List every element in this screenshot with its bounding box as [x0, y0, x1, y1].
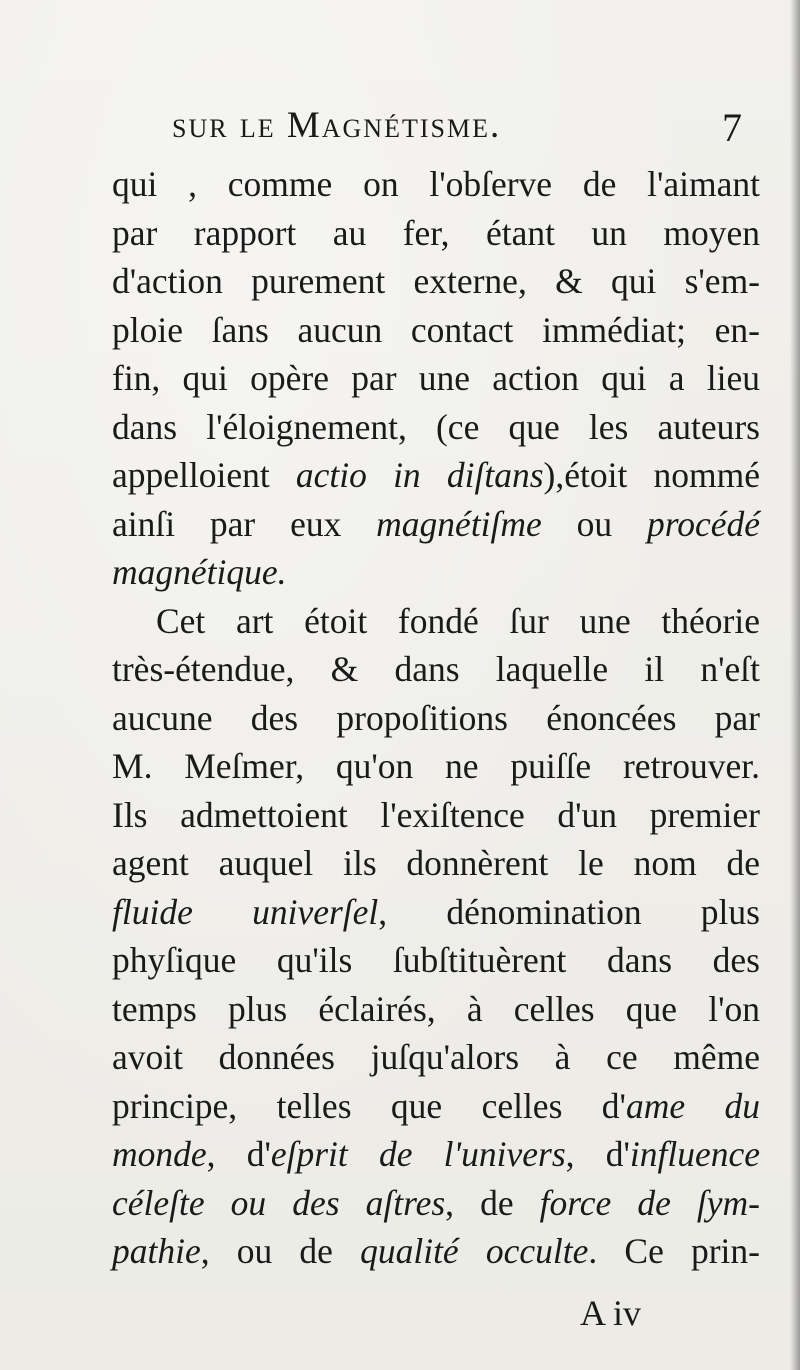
text-line: phyſique qu'ils ſubſtituèrent dans des	[112, 940, 760, 980]
running-title: sur le Magnétisme.	[172, 105, 502, 146]
text-line: M. Meſmer, qu'on ne puiſſe retrouver.	[112, 746, 760, 786]
text-line: pathie, ou de qualité occulte. Ce prin-	[112, 1231, 760, 1271]
text-line: fin, qui opère par une action qui a lieu	[112, 358, 760, 398]
text-line: temps plus éclairés, à celles que l'on	[112, 988, 760, 1029]
text-line: très-étendue, & dans laquelle il n'eſt	[112, 649, 760, 689]
text-line: ainſi par eux magnétiſme ou procédé	[112, 503, 760, 544]
page-header	[172, 104, 772, 152]
text-line: magnétique.	[112, 552, 287, 592]
text-line: aucune des propoſitions énoncées par	[112, 697, 760, 738]
text-line: d'action purement externe, & qui s'em-	[112, 261, 760, 301]
text-line: appelloient actio in diſtans),étoit nommé	[112, 455, 760, 495]
text-line: qui , comme on l'obſerve de l'aimant	[112, 164, 760, 204]
text-line: monde, d'eſprit de l'univers, d'influence	[112, 1134, 760, 1174]
text-line: principe, telles que celles d'ame du	[112, 1085, 760, 1126]
paragraph-start-line: Cet art étoit fondé ſur une théorie	[156, 600, 760, 641]
text-line: céleſte ou des aſtres, de force de ſym-	[112, 1182, 760, 1223]
signature-mark: A iv	[580, 1293, 642, 1333]
body-text	[112, 160, 760, 1276]
text-line: agent auquel ils donnèrent le nom de	[112, 843, 760, 883]
text-line: Ils admettoient l'exiſtence d'un premier	[112, 794, 760, 835]
text-line: ploie ſans aucun contact immédiat; en-	[112, 309, 760, 350]
page-number: 7	[722, 105, 742, 150]
text-line: par rapport au fer, étant un moyen	[112, 212, 760, 253]
page-edge-shadow	[790, 0, 800, 1370]
text-line: fluide univerſel, dénomination plus	[112, 891, 760, 932]
text-line: avoit données juſqu'alors à ce même	[112, 1037, 760, 1077]
text-line: dans l'éloignement, (ce que les auteurs	[112, 406, 760, 447]
